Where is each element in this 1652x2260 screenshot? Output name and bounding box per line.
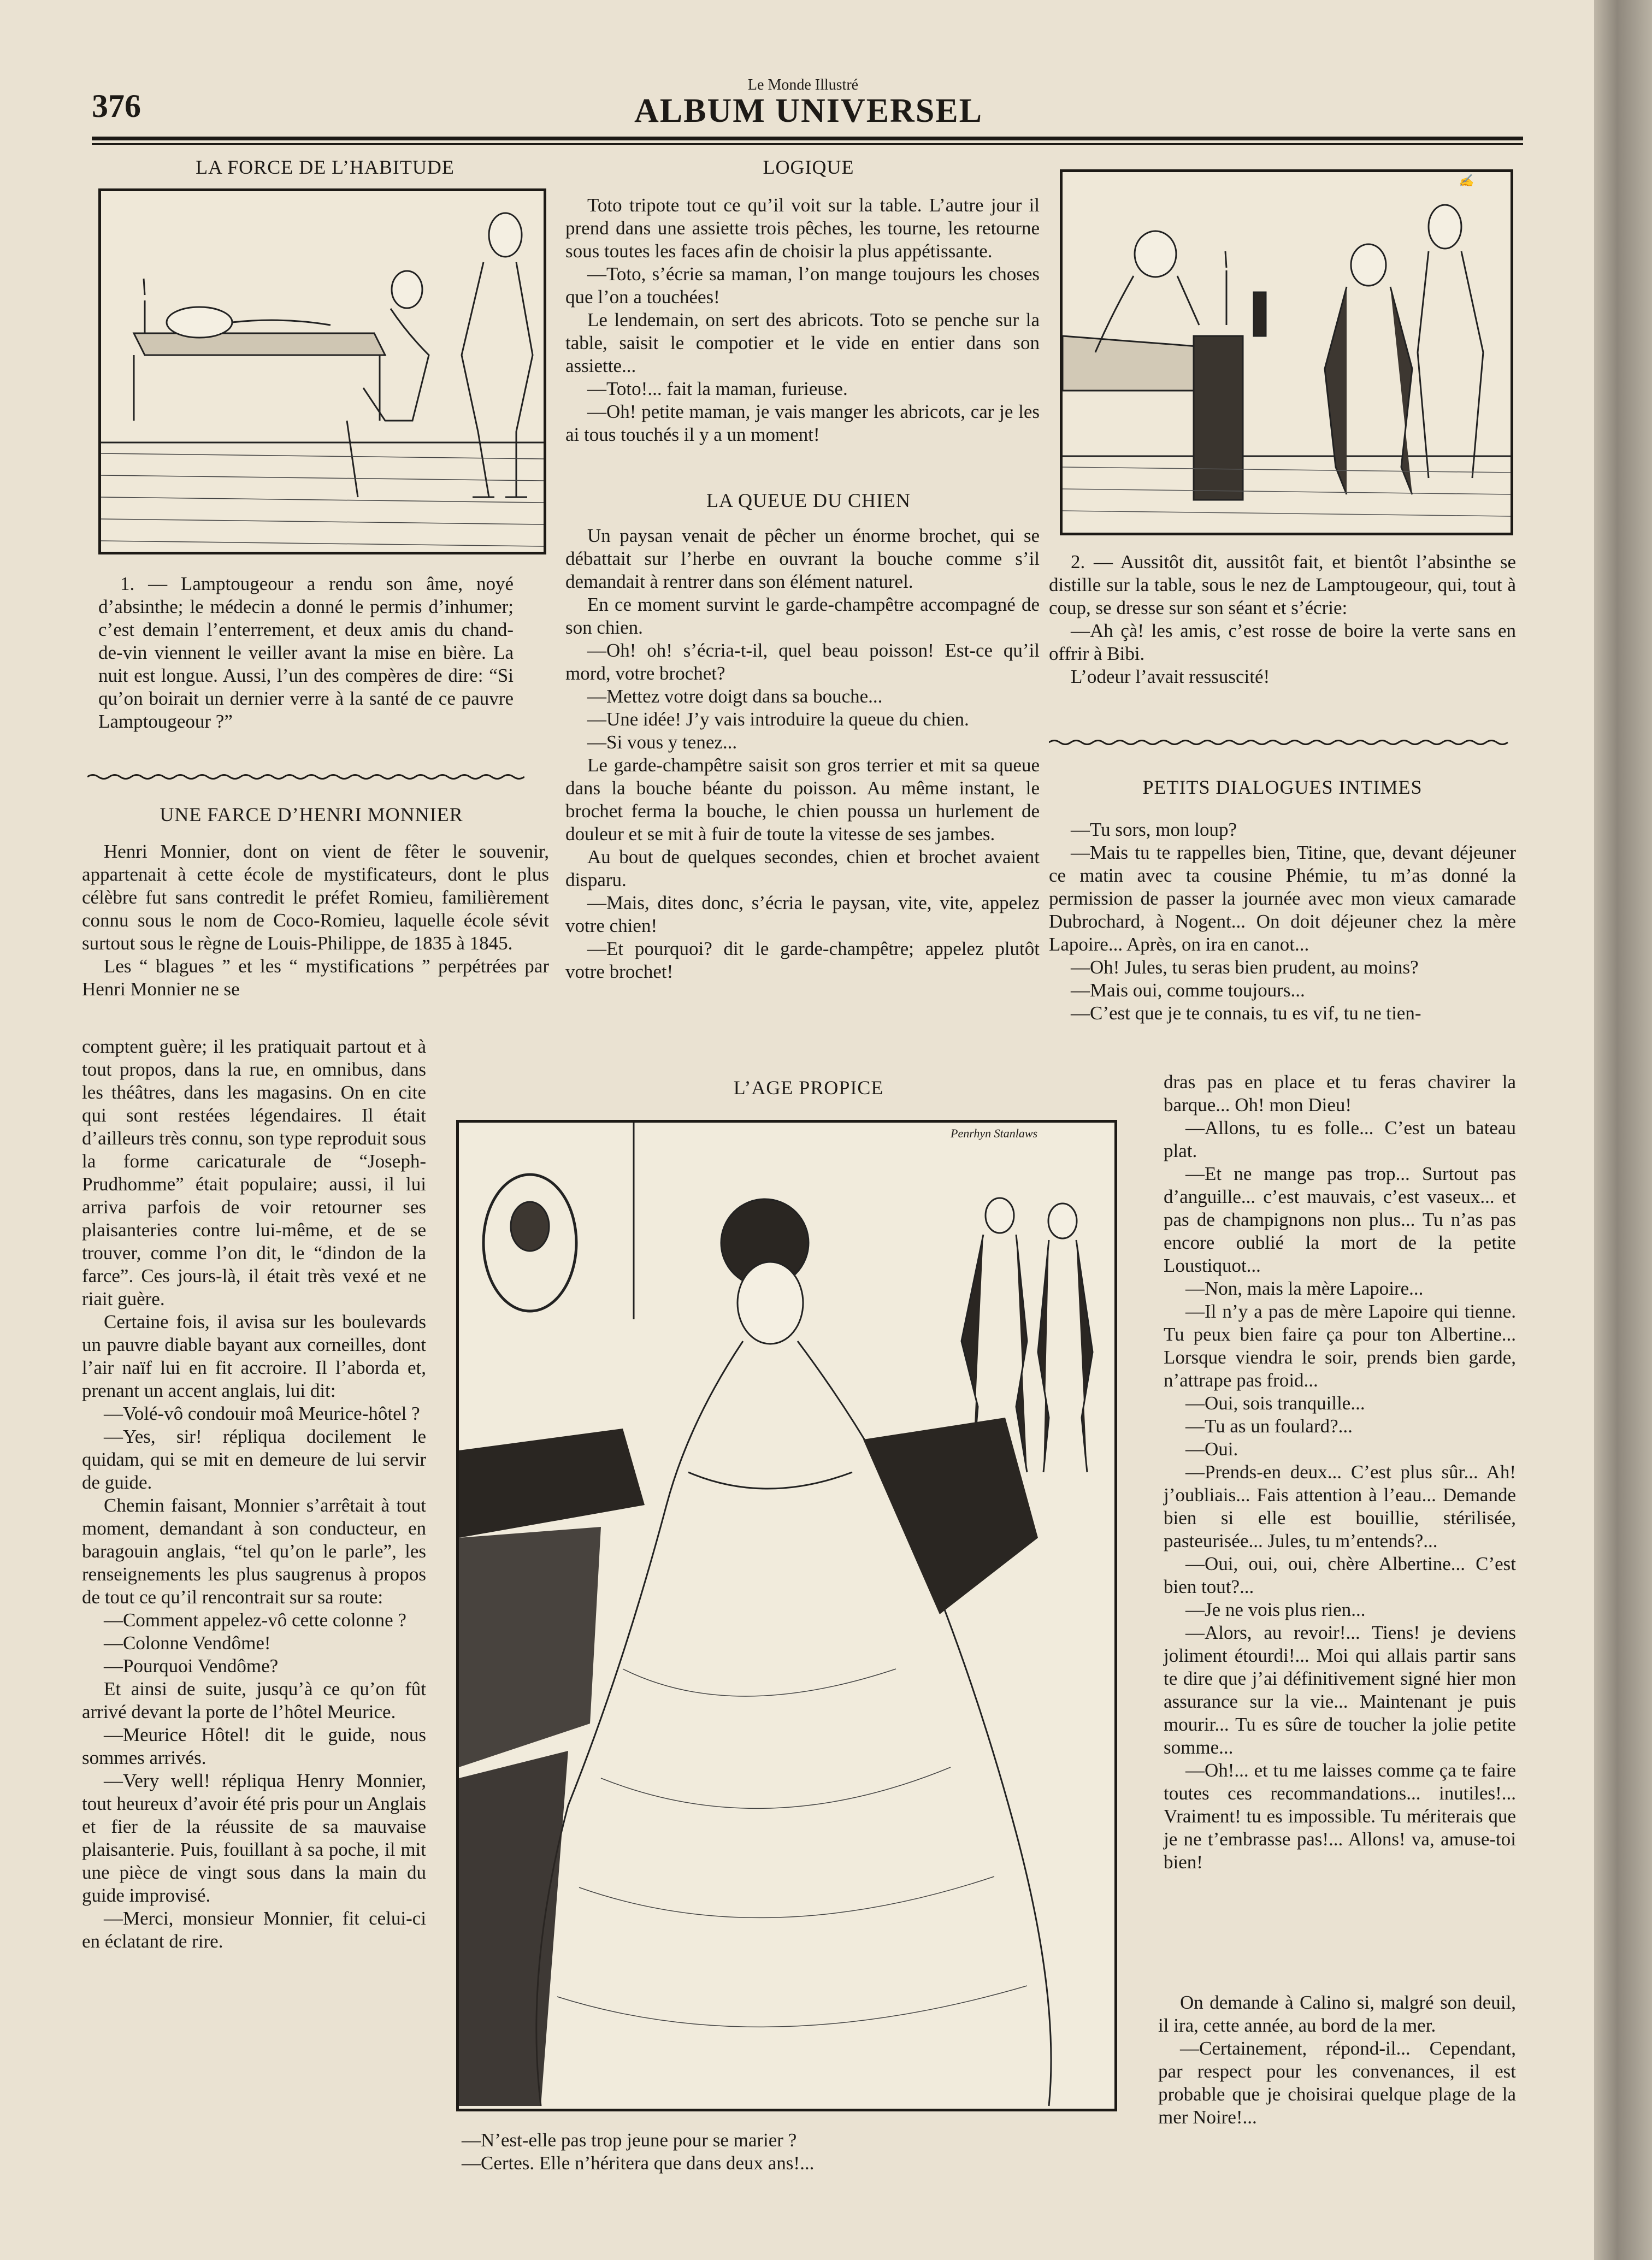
paragraph: —Pourquoi Vendôme? (104, 1655, 279, 1677)
paragraph: —Il n’y a pas de mère Lapoire qui tienne. Tu peux bien faire ça pour ton Albertine... Lorsque viendra le soir, prends bien garde, n’attrape pas froid... (1164, 1301, 1516, 1391)
binding-gutter (1594, 0, 1652, 2260)
paragraph: —Mais, dites donc, s’écria le paysan, vite, vite, appelez votre chien! (565, 892, 1040, 936)
paragraph: —Mettez votre doigt dans sa bouche... (587, 686, 883, 707)
paragraph: dras pas en place et tu feras chavirer la barque... Oh! mon Dieu! (1164, 1071, 1516, 1116)
age-title: L’AGE PROPICE (733, 1077, 884, 1099)
force-caption-2 (1049, 551, 1516, 688)
header-rule (92, 137, 1523, 140)
paragraph: —Oui, oui, oui, chère Albertine... C’est bien tout?... (1164, 1553, 1516, 1597)
age-caption (462, 2129, 1117, 2175)
queue-title: LA QUEUE DU CHIEN (706, 489, 911, 511)
paragraph: —Oh! Jules, tu seras bien prudent, au moins? (1071, 957, 1419, 978)
paragraph: Un paysan venait de pêcher un énorme brochet, qui se débattait sur l’herbe en ouvrant la bouche comme s’il demandait à rentrer dans son élément naturel. (565, 525, 1040, 592)
paragraph: Le garde-champêtre saisit son gros terrier et mit sa queue dans la bouche béante du poisson. Au même instant, le brochet ferma la bouche, le chien poussa un hurlement de douleur et se mit à fuir de toute la vitesse de ses jambes. (565, 754, 1040, 845)
force-title: LA FORCE DE L’HABITUDE (196, 156, 455, 178)
page-number: 376 (92, 88, 141, 124)
paragraph: —Oh! oh! s’écria-t-il, quel beau poisson! Est-ce qu’il mord, votre brochet? (565, 640, 1040, 684)
paragraph: —Allons, tu es folle... C’est un bateau plat. (1164, 1117, 1516, 1161)
force-illustration-1 (98, 188, 546, 554)
paragraph: —Oh! petite maman, je vais manger les abricots, car je les ai tous touchés il y a un moment! (565, 401, 1040, 445)
section-divider (87, 773, 524, 781)
paragraph: Henri Monnier, dont on vient de fêter le souvenir, appartenait à cette école de mystificateurs, dont le plus célèbre fut sans contredit le préfet Romieu, familièrement connu sous le nom de Coco-Romieu, laquelle école sévit surtout sous le règne de Louis-Philippe, de 1835 à 1845. (82, 841, 549, 954)
paragraph: Le lendemain, on sert des abricots. Toto se penche sur la table, saisit le compotier et le vide en entier dans son assiette... (565, 309, 1040, 376)
paragraph: Toto tripote tout ce qu’il voit sur la table. L’autre jour il prend dans une assiette trois pêches, les tourne, les retourne sous toutes les faces afin de choisir la plus appétissante. (565, 194, 1040, 262)
paragraph: —Oui, sois tranquille... (1185, 1392, 1365, 1414)
paragraph: —Certainement, répond-il... Cependant, par respect pour les convenances, il est probable que je choisirai quelque plage de la mer Noire!... (1158, 2038, 1516, 2128)
paragraph: On demande à Calino si, malgré son deuil, il ira, cette année, au bord de la mer. (1158, 1992, 1516, 2036)
age-signature: Penrhyn Stanlaws (951, 1126, 1038, 1140)
caption-line: —Certes. Elle n’héritera que dans deux ans!... (462, 2152, 815, 2174)
paragraph: —Mais tu te rappelles bien, Titine, que, devant déjeuner ce matin avec ta cousine Phémie, tu m’as donné la permission de passer la journée avec mon vieux camarade Dubrochard, à Nogent... On doit déjeuner chez la mère Lapoire... Après, on ira en canot... (1049, 842, 1516, 955)
paragraph: Et ainsi de suite, jusqu’à ce qu’on fût arrivé devant la porte de l’hôtel Meurice. (82, 1678, 426, 1722)
logique-body (565, 194, 1040, 446)
paragraph: 2. — Aussitôt dit, aussitôt fait, et bientôt l’absinthe se distille sur la table, sous le nez de Lamptougeour, qui, tout à coup, se dresse sur son séant et s’écrie: (1049, 551, 1516, 618)
paragraph: —Et pourquoi? dit le garde-champêtre; appelez plutôt votre brochet! (565, 938, 1040, 982)
paragraph: —Toto!... fait la maman, furieuse. (587, 378, 848, 399)
paragraph: —Yes, sir! répliqua docilement le quidam, qui se mit en demeure de lui servir de guide. (82, 1426, 426, 1493)
paragraph: —Comment appelez-vô cette colonne ? (104, 1609, 406, 1631)
paragraph: —Oui. (1185, 1438, 1238, 1460)
paragraph: En ce moment survint le garde-champêtre accompagné de son chien. (565, 594, 1040, 638)
paragraph: —Tu as un foulard?... (1185, 1415, 1353, 1437)
paragraph: —Une idée! J’y vais introduire la queue du chien. (587, 709, 969, 730)
illustrator-signature-icon: ✍ (1459, 174, 1474, 187)
paragraph: —Tu sors, mon loup? (1071, 819, 1237, 840)
paragraph: —Colonne Vendôme! (104, 1632, 271, 1654)
paragraph: Chemin faisant, Monnier s’arrêtait à tout moment, demandant à son conducteur, en baragouin anglais, “tel qu’on le parle”, les renseignements les plus saugrenus à propos de tout ce qu’il rencontrait sur sa route: (82, 1495, 426, 1608)
paragraph: Au bout de quelques secondes, chien et brochet avaient disparu. (565, 846, 1040, 890)
section-divider (1049, 739, 1513, 746)
paragraph: —Ah çà! les amis, c’est rosse de boire la verte sans en offrir à Bibi. (1049, 620, 1516, 664)
paragraph: —Si vous y tenez... (587, 731, 738, 753)
paragraph: —Merci, monsieur Monnier, fit celui-ci en éclatant de rire. (82, 1908, 426, 1952)
dialogues-body-wide (1049, 818, 1516, 1025)
masthead-title: ALBUM UNIVERSEL (634, 92, 983, 129)
dialogues-body-narrow (1164, 1071, 1516, 1874)
paragraph: —Non, mais la mère Lapoire... (1185, 1278, 1424, 1299)
paragraph: —Prends-en deux... C’est plus sûr... Ah! j’oubliais... Fais attention à l’eau... Demande bien si elle est bouillie, stérilisée, pasteurisée... Jules, tu m’entends?... (1164, 1461, 1516, 1551)
paragraph: —Toto, s’écrie sa maman, l’on mange toujours les choses que l’on a touchées! (565, 263, 1040, 308)
paragraph: L’odeur l’avait ressuscité! (1071, 666, 1270, 687)
paragraph: comptent guère; il les pratiquait partout et à tout propos, dans la rue, en omnibus, dans les théâtres, dans les magasins. On en cite qui sont restées légendaires. Il était d’ailleurs très connu, son type reproduit sous la forme caricaturale de “Joseph-Prudhomme” était populaire; aussi, il lui arriva parfois de voir retourner ses plaisanteries contre lui-même, et de se trouver, comme l’on dit, le “dindon de la farce”. Ces jours-là, il était très vexé et ne riait guère. (82, 1036, 426, 1309)
masthead-supertitle: Le Monde Illustré (747, 76, 859, 93)
paragraph: —Meurice Hôtel! dit le guide, nous sommes arrivés. (82, 1724, 426, 1768)
dialogues-title: PETITS DIALOGUES INTIMES (1142, 776, 1423, 798)
paragraph: Les “ blagues ” et les “ mystifications ” perpétrées par Henri Monnier ne se (82, 955, 549, 1000)
queue-body (565, 524, 1040, 983)
farce-body (82, 1035, 426, 1953)
header-rule-thin (92, 143, 1523, 145)
logique-title: LOGIQUE (763, 156, 854, 178)
paragraph: —Et ne mange pas trop... Surtout pas d’anguille... c’est mauvais, c’est vaseux... et pas de champignons non plus... Tu n’as pas encore oublié la mort de la petite Loustiquot... (1164, 1163, 1516, 1276)
paragraph: —Je ne vois plus rien... (1185, 1599, 1366, 1620)
farce-title: UNE FARCE D’HENRI MONNIER (160, 804, 463, 825)
farce-intro (82, 840, 549, 1001)
paragraph: Certaine fois, il avisa sur les boulevards un pauvre diable bayant aux corneilles, dont l’air naïf lui en fit accroire. Il l’aborda et, prenant un accent anglais, lui dit: (82, 1311, 426, 1401)
paragraph: —Volé-vô condouir moâ Meurice-hôtel ? (104, 1403, 420, 1424)
force-illustration-2 (1060, 169, 1513, 535)
paragraph: —Alors, au revoir!... Tiens! je deviens joliment étourdi!... Moi qui allais partir sans te dire que j’ai définitivement signé hier mon assurance sur la vie... Maintenant je puis mourir... Tu es sûre de toucher la jolie petite somme... (1164, 1622, 1516, 1758)
paragraph: —Very well! répliqua Henry Monnier, tout heureux d’avoir été pris pour un Anglais et fier de la réussite de sa mauvaise plaisanterie. Puis, fouillant à sa poche, il mit une pièce de vingt sous dans la main du guide improvisé. (82, 1770, 426, 1906)
calino-body (1158, 1991, 1516, 2129)
caption-line: —N’est-elle pas trop jeune pour se marier ? (462, 2129, 797, 2151)
paragraph: —C’est que je te connais, tu es vif, tu ne tien- (1071, 1002, 1421, 1024)
force-caption-1: 1. — Lamptougeour a rendu son âme, noyé d’absinthe; le médecin a donné le permis d’inhumer; c’est demain l’enterrement, et deux amis du chand-de-vin viennent le veiller avant la mise en bière. La nuit est longue. Aussi, l’un des compères de dire: “Si qu’on boirait un dernier verre à la santé de ce pauvre Lamptougeour ?” (98, 573, 514, 732)
paragraph: —Oh!... et tu me laisses comme ça te faire toutes ces recommandations... inutiles!... Vraiment! tu es impossible. Tu mériterais que je ne t’embrasse pas!... Allons! va, amuse-toi bien! (1164, 1760, 1516, 1873)
paragraph: —Mais oui, comme toujours... (1071, 979, 1305, 1001)
age-illustration (456, 1120, 1117, 2111)
